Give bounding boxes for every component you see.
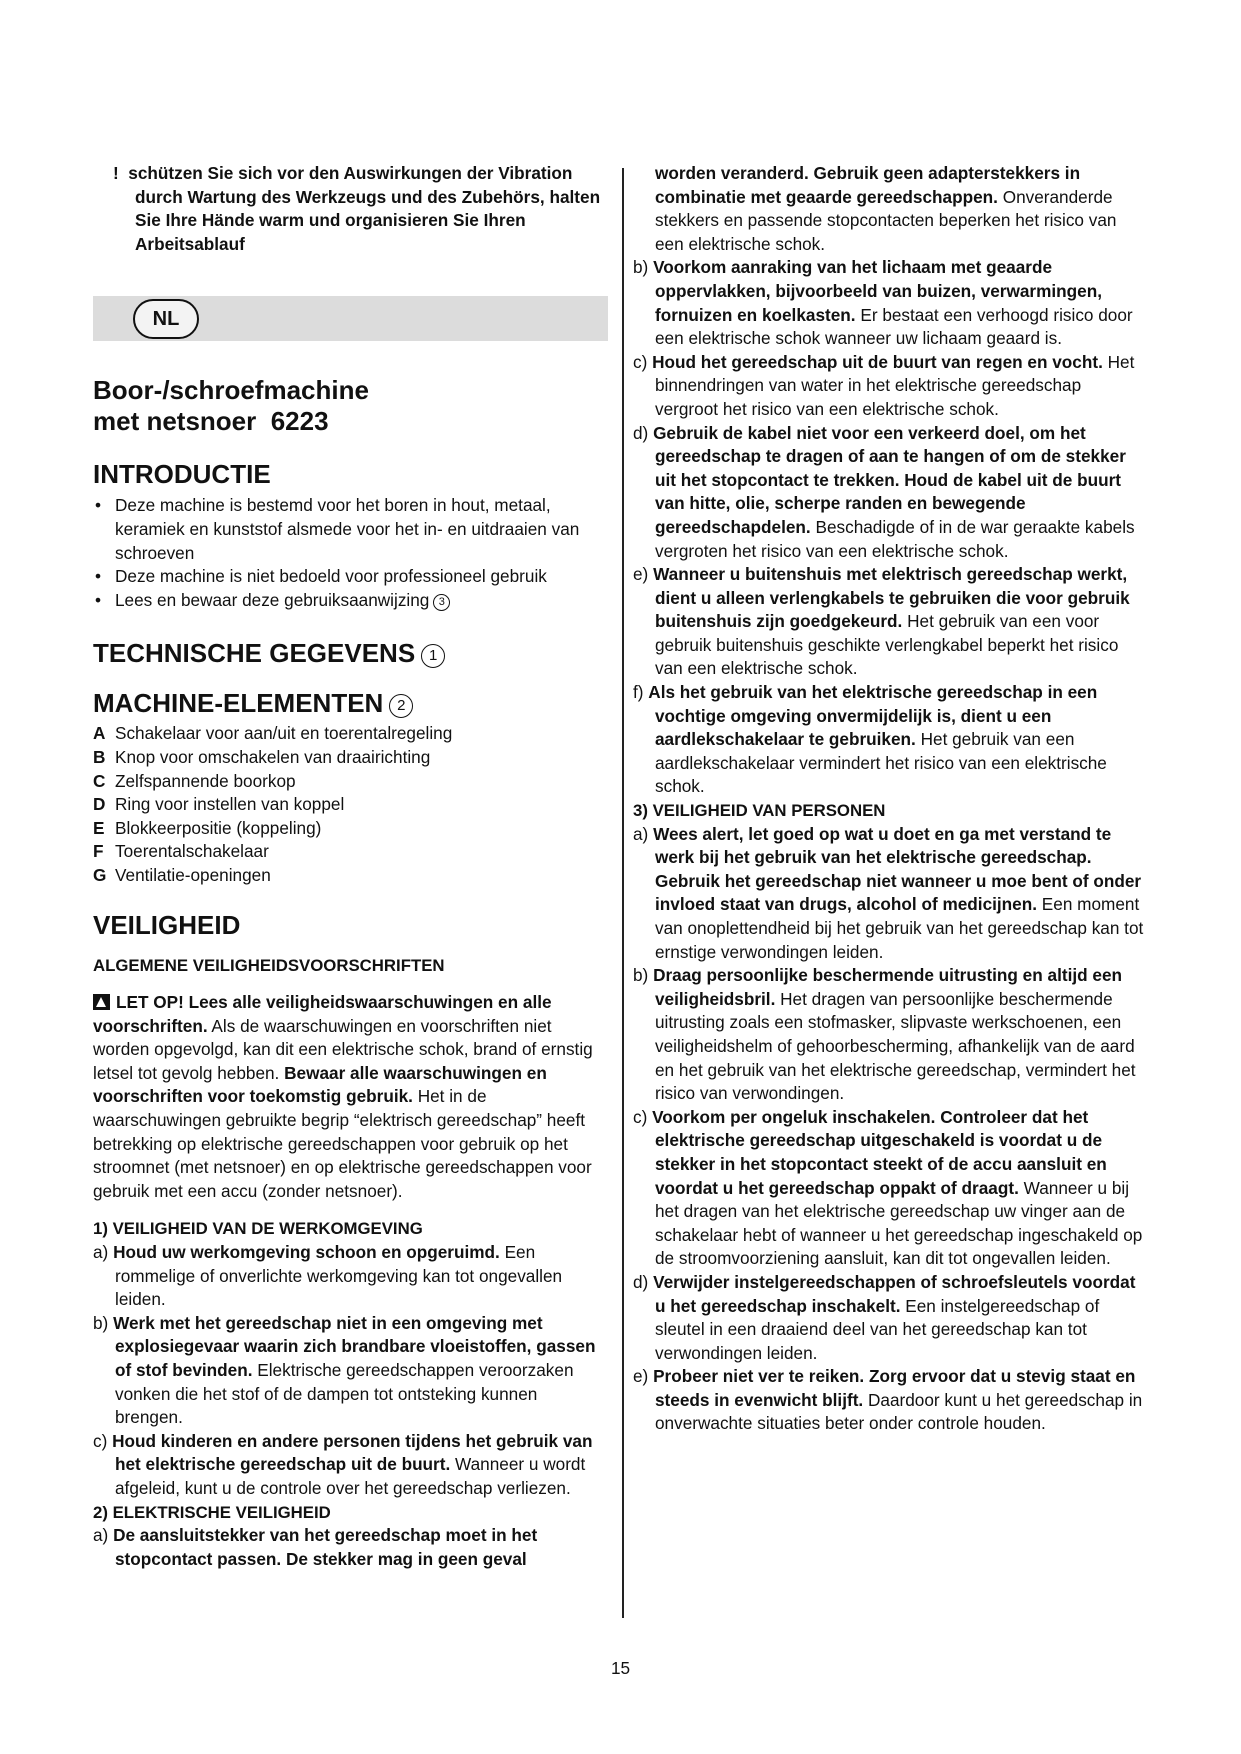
list-item: b) Werk met het gereedschap niet in een omgeving met explosiegevaar waarin zich brandbare vloeistoffen, gassen of stof bevinden. Elektrische gereedschappen veroorzaken vonken die het stof of de dampen tot ontsteking kunnen brengen. [93,1312,596,1428]
safety-heading: VEILIGHEID [93,909,241,940]
list-item: F Toerentalschakelaar [93,841,269,862]
list-item: C Zelfspannende boorkop [93,770,296,791]
language-badge: NL [133,299,199,339]
product-title: Boor-/schroefmachine met netsnoer 6223 [93,375,369,437]
list-item: c) Houd het gereedschap uit de buurt van regen en vocht. Het binnendringen van water in het elektrische gereedschap vergroot het risico van een elektrische schok. [633,351,1135,419]
list-item: G Ventilatie-openingen [93,864,271,885]
list-item: d) Verwijder instelgereedschappen of schroefsleutels voordat u het gereedschap inschakelt. Een instelgereedschap of sleutel in een draaiend deel van het gereedschap kan tot verwondingen leiden. [633,1271,1136,1363]
list-item: B Knop voor omschakelen van draairichting [93,746,431,767]
figure-ref-1: 1 [421,644,445,668]
intro-list [93,494,608,612]
machine-elements-list [93,722,608,887]
list-item: f) Als het gebruik van het elektrische gereedschap in een vochtige omgeving onvermijdelijk is, dient u een aardlekschakelaar te gebruiken. Het gebruik van een aardlekschakelaar vermindert het risico van een elektrische schok. [633,682,1107,797]
list-item: • Deze machine is bestemd voor het boren in hout, metaal, keramiek en kunststof alsmede voor het in- en uitdraaien van schroeven [95,495,580,563]
list-item: e) Probeer niet ver te reiken. Zorg ervoor dat u stevig staat en steeds in evenwicht blijft. Daardoor kunt u het gereedschap in onverwachte situaties beter onder controle houden. [633,1366,1143,1434]
language-bar [93,296,608,341]
electrical-safety-heading: 2) ELEKTRISCHE VEILIGHEID [93,1502,331,1522]
work-area-safety-heading: 1) VEILIGHEID VAN DE WERKOMGEVING [93,1219,423,1239]
list-item: b) Draag persoonlijke beschermende uitrusting en altijd een veiligheidsbril. Het dragen van persoonlijke beschermende uitrusting zoals een stofmasker, slipvaste werkschoenen, een veiligheidshelm of gehoorbescherming, afhankelijk van de aard en het gebruik van het elektrische gereedschap, vermindert het risico van verwondingen. [633,965,1136,1104]
list-item: e) Wanneer u buitenshuis met elektrisch gereedschap werkt, dient u alleen verlengkabels te gebruiken die voor gebruik buitenshuis zijn goedgekeurd. Het gebruik van een voor gebruik buitenshuis geschikte verlengkabel beperkt het risico van een elektrische schok. [633,564,1130,679]
list-item: E Blokkeerpositie (koppeling) [93,817,322,838]
page-number: 15 [610,1658,631,1678]
figure-ref-2: 2 [389,694,413,718]
list-item: a) Wees alert, let goed op wat u doet en ga met verstand te werk bij het gebruik van het elektrische gereedschap. Gebruik het gereedschap niet wanneer u moe bent of onder invloed staat van drugs, alcohol of medicijnen. Een moment van onoplettendheid bij het gebruik van het gereedschap kan tot ernstige verwondingen leiden. [633,823,1144,962]
german-vibration-warning: ! schützen Sie sich vor den Auswirkungen der Vibration durch Wartung des Werkzeugs und des Zubehörs, halten Sie Ihre Hände warm und organisieren Sie Ihren Arbeitsablauf [113,163,601,254]
personal-safety-heading: 3) VEILIGHEID VAN PERSONEN [633,801,886,821]
warning-triangle-icon [93,994,110,1010]
list-item: c) Voorkom per ongeluk inschakelen. Controleer dat het elektrische gereedschap uitgeschakeld is voordat u de stekker in het stopcontact steekt of de accu aansluit en voordat u het gereedschap oppakt of draagt. Wanneer u bij het dragen van het elektrische gereedschap uw vinger aan de schakelaar hebt of wanneer u het gereedschap ingeschakeld op de stroomvoorziening aansluit, kan dit tot ongevallen leiden. [633,1106,1143,1269]
list-item: D Ring voor instellen van koppel [93,794,345,815]
list-item: A Schakelaar voor aan/uit en toerentalregeling [93,723,453,744]
figure-ref-3: 3 [433,594,450,611]
right-column [633,162,1145,1436]
list-item: c) Houd kinderen en andere personen tijdens het gebruik van het elektrische gereedschap uit de buurt. Wanneer u wordt afgeleid, kunt u de controle over het gereedschap verliezen. [93,1430,593,1498]
list-item-continuation: worden veranderd. Gebruik geen adapterstekkers in combinatie met geaarde gereedschappen. Onveranderde stekkers en passende stopcontacten beperken het risico van een elektrische schok. [655,163,1117,254]
list-item: b) Voorkom aanraking van het lichaam met geaarde oppervlakken, bijvoorbeeld van buizen, verwarmingen, fornuizen en koelkasten. Er bestaat een verhoogd risico door een elektrische schok wanneer uw lichaam geaard is. [633,257,1133,349]
tech-heading: TECHNISCHE GEGEVENS 1 [93,638,608,668]
list-item: d) Gebruik de kabel niet voor een verkeerd doel, om het gereedschap te dragen of aan te hangen of om de stekker uit het stopcontact te trekken. Houd de kabel uit de buurt van hitte, olie, scherpe randen en bewegende gereedschapdelen. Beschadigde of in de war geraakte kabels vergroten het risico van een elektrische schok. [633,422,1135,561]
safety-subheading: ALGEMENE VEILIGHEIDSVOORSCHRIFTEN [93,955,445,975]
list-item: • Lees en bewaar deze gebruiksaanwijzing 3 [93,589,608,613]
machine-elements-heading: MACHINE-ELEMENTEN 2 [93,688,608,718]
left-column [93,162,608,1571]
list-item: • Deze machine is niet bedoeld voor professioneel gebruik [95,566,547,587]
general-warning-paragraph: LET OP! Lees alle veiligheidswaarschuwingen en alle voorschriften. Als de waarschuwingen en voorschriften niet worden opgevolgd, kan dit een elektrische schok, brand of ernstig letsel tot gevolg hebben. Bewaar alle waarschuwingen en voorschriften voor toekomstig gebruik. Het in de waarschuwingen gebruikte begrip “elektrisch gereedschap” heeft betrekking op elektrische gereedschappen voor gebruik op het stroomnet (met netsnoer) en op elektrische gereedschappen voor gebruik met een accu (zonder netsnoer). [93,992,593,1201]
column-divider [622,168,624,1618]
list-item: a) De aansluitstekker van het gereedschap moet in het stopcontact passen. De stekker mag in geen geval [93,1525,538,1569]
intro-heading: INTRODUCTIE [93,459,271,490]
list-item: a) Houd uw werkomgeving schoon en opgeruimd. Een rommelige of onverlichte werkomgeving kan tot ongevallen leiden. [93,1242,563,1310]
